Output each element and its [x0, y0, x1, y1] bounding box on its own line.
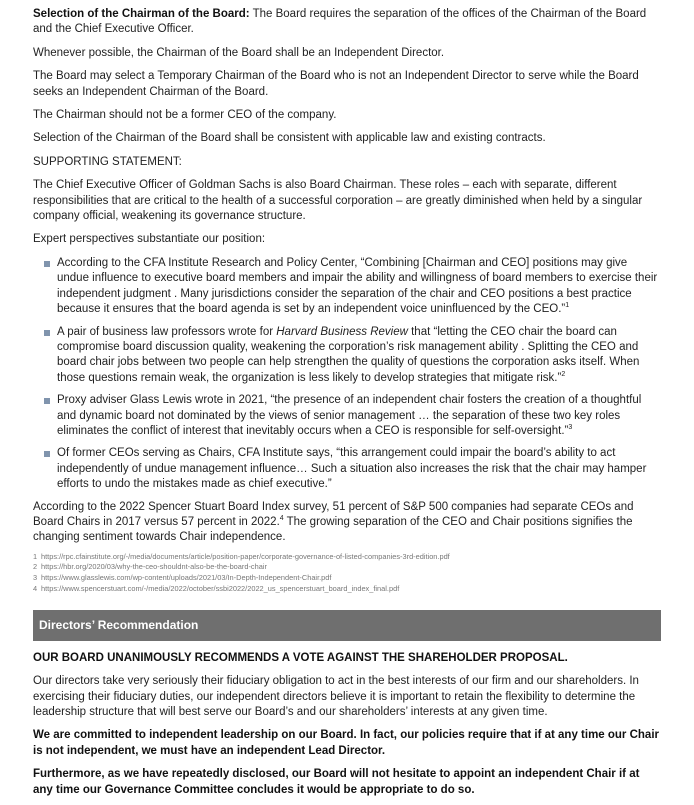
independent-leadership-statement: We are committed to independent leadership on our Board. In fact, our policies require that if at any time our Chair is not independent, we must have an independent Lead Director. [33, 729, 659, 757]
body-paragraph: The Chairman should not be a former CEO of the company. [33, 109, 337, 122]
footnote-url[interactable]: https://rpc.cfainstitute.org/-/media/documents/article/position-paper/corporate-governance-of-listed-companies-3rd-edition.pdf [41, 551, 450, 561]
footnote-url[interactable]: https://www.spencerstuart.com/-/media/2022/october/ssbi2022/2022_us_spencerstuart_board_index_final.pdf [41, 583, 400, 593]
square-bullet-icon [44, 330, 50, 336]
list-item [57, 393, 661, 439]
footnotes-list [33, 552, 661, 594]
list-item [57, 256, 661, 318]
footnote-url[interactable]: https://www.glasslewis.com/wp-content/uploads/2021/03/In-Depth-Independent-Chair.pdf [41, 572, 332, 582]
footnote-number: 1 [33, 551, 38, 561]
bullet-text: that “letting the CEO chair the board can compromise board discussion quality, weakening the corporation’s risk management ability . Splitting the CEO and board chair jobs between two people can help strengthen the quality of questions the corporation asks itself. When those questions remain weak, the organization is less likely to develop strategies that mitigate risk.” [57, 325, 640, 384]
publication-title: Harvard Business Review [276, 325, 408, 338]
supporting-statement-heading: SUPPORTING STATEMENT: [33, 155, 182, 168]
bullet-text: Of former CEOs serving as Chairs, CFA Institute says, “this arrangement could impair the board’s ability to act independently of undue management influence… Such a situation also increases the risk that the chair may hamper efforts to undo the mistakes made as chief executive.” [57, 447, 647, 491]
body-paragraph: The Board may select a Temporary Chairman of the Board who is not an Independent Director to serve while the Board seeks an Independent Chairman of the Board. [33, 70, 639, 98]
square-bullet-icon [44, 261, 50, 267]
footnote [33, 562, 661, 573]
footnote-url[interactable]: https://hbr.org/2020/03/why-the-ceo-shouldnt-also-be-the-board-chair [41, 562, 267, 572]
square-bullet-icon [44, 398, 50, 404]
selection-text: The Board requires the separation of the offices of the Chairman of the Board and the Chief Executive Officer. [33, 8, 647, 36]
independent-chair-statement: Furthermore, as we have repeatedly disclosed, our Board will not hesitate to appoint an independent Chair if at any time our Governance Committee concludes it would be appropriate to do so. [33, 768, 640, 796]
footnote [33, 584, 661, 595]
selection-heading: Selection of the Chairman of the Board: [33, 8, 250, 20]
footnote-ref[interactable]: 3 [568, 424, 573, 432]
footnote [33, 552, 661, 563]
recommendation-headline: OUR BOARD UNANIMOUSLY RECOMMENDS A VOTE AGAINST THE SHAREHOLDER PROPOSAL. [33, 652, 568, 665]
expert-perspectives-list [33, 256, 661, 493]
list-item [57, 325, 661, 387]
survey-text: According to the 2022 Spencer Stuart Board Index survey, 51 percent of S&P 500 companies had separate CEOs and Board Chairs in 2017 versus 57 percent in 2022. [33, 500, 634, 528]
body-paragraph: The Chief Executive Officer of Goldman Sachs is also Board Chairman. These roles – each with separate, different responsibilities that are critical to the health of a successful corporation – are greatly diminished when held by a singular company official, weakening its governance structure. [33, 179, 643, 223]
selection-paragraph [33, 7, 661, 38]
footnote-ref[interactable]: 2 [561, 370, 566, 378]
directors-recommendation-header: Directors’ Recommendation [33, 610, 661, 641]
body-paragraph: Whenever possible, the Chairman of the Board shall be an Independent Director. [33, 46, 445, 59]
footnote [33, 573, 661, 584]
recommendation-body: Our directors take very seriously their fiduciary obligation to act in the best interests of our firm and our shareholders. In exercising their fiduciary duties, our independent directors believe it is important to retain the flexibility to determine the leadership structure that will best serve our Board’s and our shareholders’ interests at any given time. [33, 675, 639, 718]
footnote-number: 2 [33, 562, 38, 572]
survey-text: The growing separation of the CEO and Chair positions signifies the changing sentiment towards Chair independence. [33, 515, 633, 544]
list-item [57, 446, 661, 492]
bullet-text: According to the CFA Institute Research and Policy Center, “Combining [Chairman and CEO] positions may give undue influence to executive board members and impair the ability and willingness of board members to exercise their independent judgment . Many jurisdictions consider the separation of the chair and CEO positions a best practice because it ensures that the board agenda is set by an independent voice uninfluenced by the CEO.” [57, 256, 658, 316]
body-paragraph: Selection of the Chairman of the Board shall be consistent with applicable law and existing contracts. [33, 132, 546, 145]
body-paragraph: Expert perspectives substantiate our position: [33, 233, 266, 246]
square-bullet-icon [44, 451, 50, 457]
footnote-ref[interactable]: 1 [565, 302, 570, 310]
footnote-ref[interactable]: 4 [279, 515, 284, 523]
bullet-text: A pair of business law professors wrote for [57, 325, 277, 338]
bullet-text: Proxy adviser Glass Lewis wrote in 2021, “the presence of an independent chair fosters the creation of a thoughtful and dynamic board not dominated by the views of senior management … the separation of these two key roles eliminates the conflict of interest that inevitably occurs when a CEO is responsible for self-oversight.” [57, 394, 642, 437]
footnote-number: 4 [33, 583, 38, 593]
footnote-number: 3 [33, 572, 38, 582]
survey-paragraph [33, 500, 661, 546]
